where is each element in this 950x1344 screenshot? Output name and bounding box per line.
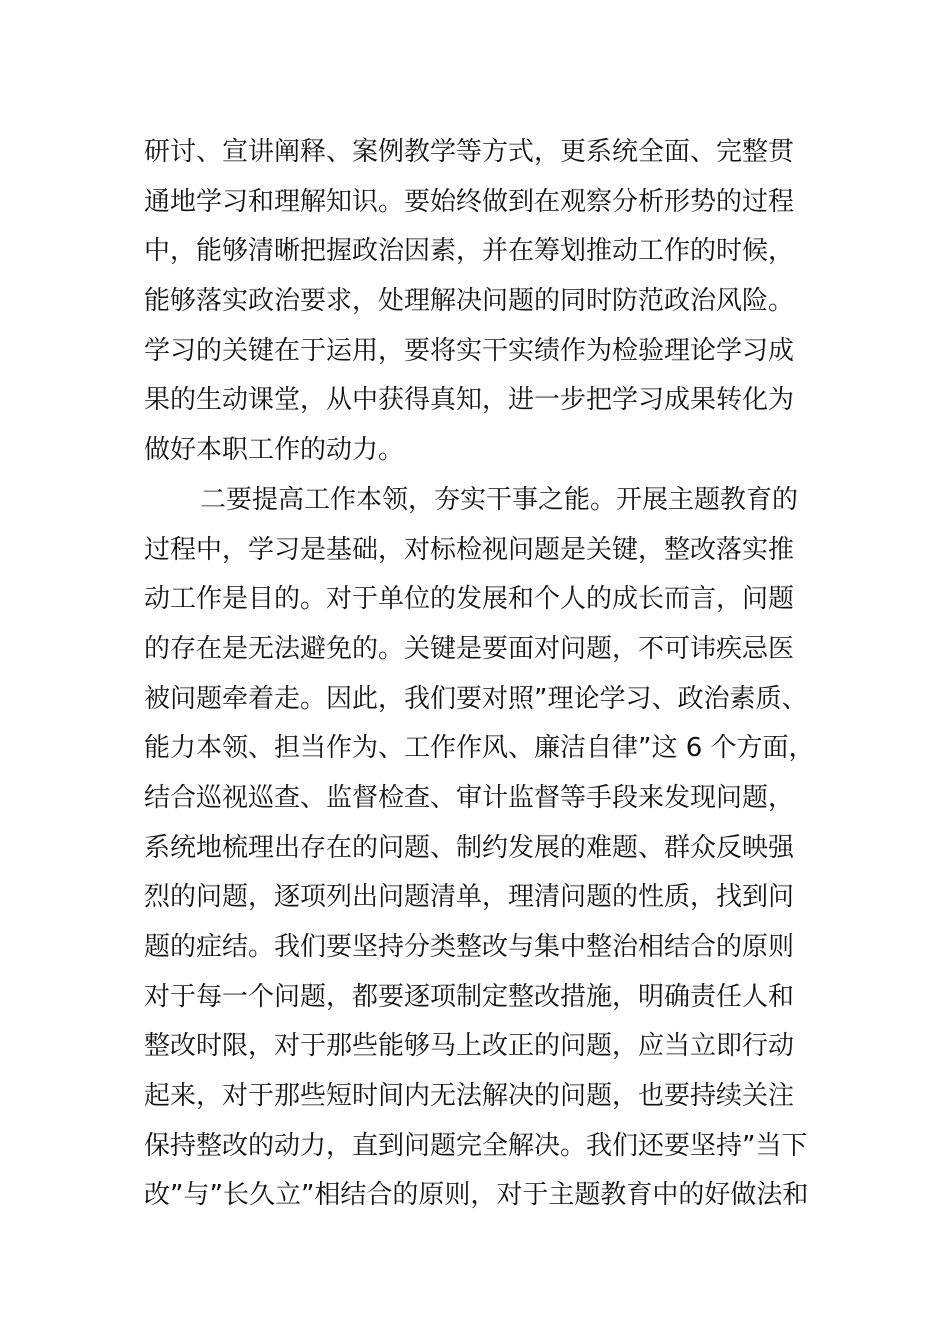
paragraph-first-line: 二要提高工作本领，夯实干事之能。开展主题教育的 [200,484,799,515]
body-text [144,128,824,1221]
text-line: 中，能够清晰把握政治因素，并在筹划推动工作的时候， [144,236,795,267]
text-line: 动工作是目的。对于单位的发展和个人的成长而言，问题 [144,584,795,615]
text-line: 被问题牵着走。因此，我们要对照”理论学习、政治素质、 [144,683,808,714]
text-line: 系统地梳理出存在的问题、制约发展的难题、群众反映强 [144,832,795,863]
text-line: 做好本职工作的动力。 [144,435,405,466]
text-line: 的存在是无法避免的。关键是要面对问题，不可讳疾忌医 [144,633,795,664]
text-line: 对于每一个问题，都要逐项制定整改措施，明确责任人和 [144,981,795,1012]
text-line: 学习的关键在于运用，要将实干实绩作为检验理论学习成 [144,335,795,366]
text-line: 保持整改的动力，直到问题完全解决。我们还要坚持”当下 [144,1130,808,1161]
text-line: 通地学习和理解知识。要始终做到在观察分析形势的过程 [144,186,795,217]
text-line: 烈的问题，逐项列出问题清单，理清问题的性质，找到问 [144,882,795,913]
text-line: 能够落实政治要求，处理解决问题的同时防范政治风险。 [144,286,795,317]
text-line: 果的生动课堂，从中获得真知，进一步把学习成果转化为 [144,385,795,416]
text-line: 能力本领、担当作为、工作作风、廉洁自律”这 6 个方面， [144,733,815,764]
text-line: 结合巡视巡查、监督检查、审计监督等手段来发现问题， [144,782,795,813]
text-line: 题的症结。我们要坚持分类整改与集中整治相结合的原则 [144,932,795,962]
text-line: 改”与”长久立”相结合的原则，对于主题教育中的好做法和 [144,1180,809,1211]
text-line: 整改时限，对于那些能够马上改正的问题，应当立即行动 [144,1031,795,1062]
text-line: 过程中，学习是基础，对标检视问题是关键，整改落实推 [144,534,795,565]
text-line: 起来，对于那些短时间内无法解决的问题，也要持续关注 [144,1081,795,1112]
text-line: 研讨、宣讲阐释、案例教学等方式，更系统全面、完整贯 [144,137,795,167]
